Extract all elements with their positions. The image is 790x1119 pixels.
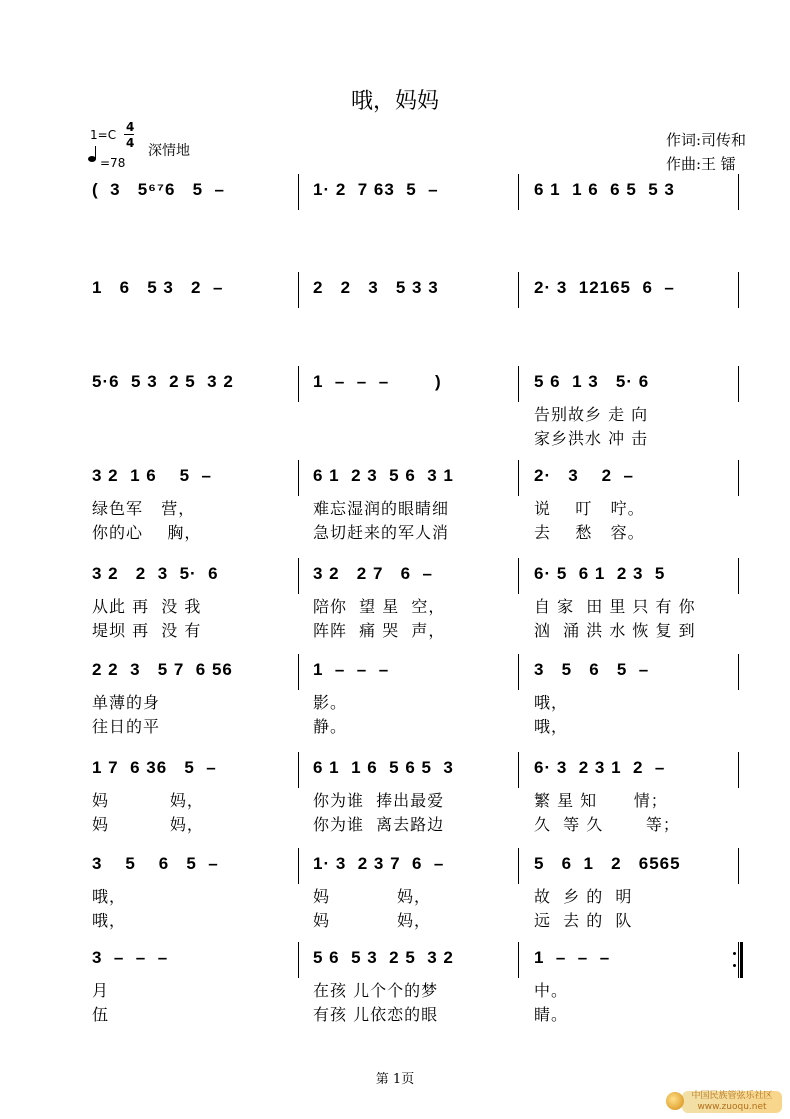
lyric-verse-1: 中。 xyxy=(534,981,569,1000)
measure-notes: 1 6 5 3 2 – xyxy=(92,278,224,297)
lyric-verse-2: 家乡洪水 冲 击 xyxy=(534,429,649,448)
measure-notes: 1· 2 7 63 5 – xyxy=(313,180,439,199)
lyric-verse-2: 急切赶来的军人消 xyxy=(313,523,450,542)
barline xyxy=(738,848,739,884)
page-number: 第 1页 xyxy=(375,1072,415,1087)
measure-notes: 1 – – – xyxy=(313,660,390,679)
barline xyxy=(518,942,519,978)
lyric-verse-1: 绿色军 营， xyxy=(92,499,196,518)
lyric-verse-1: 告别故乡 走 向 xyxy=(534,405,649,424)
measure-notes: 3 5 6 5 – xyxy=(534,660,650,679)
barline xyxy=(298,174,299,210)
barline xyxy=(518,366,519,402)
measure-notes: 6· 3 2 3 1 2 – xyxy=(534,758,666,777)
barline xyxy=(738,558,739,594)
watermark-line1: 中国民族管弦乐社区 xyxy=(691,1091,773,1101)
lyric-verse-1: 繁 星 知 情； xyxy=(534,791,668,810)
barline xyxy=(518,654,519,690)
measure-notes: ( 3 5⁶⁷6 5 – xyxy=(92,180,226,199)
lyric-verse-2: 妈 妈， xyxy=(92,815,204,834)
barline xyxy=(518,272,519,308)
time-signature-divider xyxy=(124,134,134,135)
quarter-note-stem xyxy=(95,146,96,159)
barline xyxy=(518,558,519,594)
key-signature: 1=C xyxy=(90,128,117,142)
lyric-verse-1: 从此 再 没 我 xyxy=(92,597,202,616)
measure-notes: 1· 3 2 3 7 6 – xyxy=(313,854,445,873)
barline xyxy=(738,752,739,788)
measure-notes: 5 6 1 2 6565 xyxy=(534,854,681,873)
barline xyxy=(738,366,739,402)
tempo-mark: =78 xyxy=(100,156,126,170)
page-title: 哦，妈妈 xyxy=(350,89,439,114)
barline xyxy=(518,848,519,884)
barline xyxy=(298,272,299,308)
repeat-dot xyxy=(733,952,736,955)
lyric-verse-2: 静。 xyxy=(313,717,348,736)
barline xyxy=(738,654,739,690)
lyric-verse-1: 哦， xyxy=(92,887,127,906)
barline xyxy=(298,558,299,594)
measure-notes: 3 – – – xyxy=(92,948,169,967)
lyric-verse-1: 难忘湿润的眼睛细 xyxy=(313,499,450,518)
measure-notes: 1 7 6 36 5 – xyxy=(92,758,217,777)
barline xyxy=(298,848,299,884)
lyric-verse-2: 你为谁 离去路边 xyxy=(313,815,445,834)
lyric-verse-2: 久 等 久 等； xyxy=(534,815,680,834)
lyric-verse-2: 伍 xyxy=(92,1005,110,1024)
time-signature-bottom: 4 xyxy=(126,136,135,150)
lyric-verse-1: 你为谁 捧出最爱 xyxy=(313,791,445,810)
measure-notes: 6 1 1 6 6 5 5 3 xyxy=(534,180,675,199)
measure-notes: 5·6 5 3 2 5 3 2 xyxy=(92,372,234,391)
watermark xyxy=(682,1091,782,1113)
barline xyxy=(298,752,299,788)
measure-notes: 3 5 6 5 – xyxy=(92,854,219,873)
repeat-dot xyxy=(733,964,736,967)
lyric-verse-1: 单薄的身 xyxy=(92,693,161,712)
measure-notes: 2· 3 12165 6 – xyxy=(534,278,675,297)
measure-notes: 3 2 2 3 5· 6 xyxy=(92,564,219,583)
lyric-verse-1: 自 家 田 里 只 有 你 xyxy=(534,597,696,616)
measure-notes: 5 6 1 3 5· 6 xyxy=(534,372,650,391)
measure-notes: 6 1 2 3 5 6 3 1 xyxy=(313,466,454,485)
measure-notes: 6 1 1 6 5 6 5 3 xyxy=(313,758,454,777)
lyric-verse-1: 哦， xyxy=(534,693,569,712)
measure-notes: 3 2 2 7 6 – xyxy=(313,564,433,583)
barline xyxy=(738,942,739,978)
lyric-verse-2: 哦， xyxy=(534,717,569,736)
measure-notes: 2 2 3 5 7 6 56 xyxy=(92,660,233,679)
measure-notes: 2· 3 2 – xyxy=(534,466,634,485)
composer: 作曲:王 镭 xyxy=(665,155,736,173)
lyric-verse-2: 汹 涌 洪 水 恢 复 到 xyxy=(534,621,696,640)
lyric-verse-2: 你的心 胸， xyxy=(92,523,202,542)
credits xyxy=(666,128,746,176)
barline xyxy=(518,460,519,496)
barline xyxy=(738,272,739,308)
lyricist: 作词:司传和 xyxy=(665,131,746,149)
lyric-verse-1: 妈 妈， xyxy=(92,791,204,810)
measure-notes: 2 2 3 5 3 3 xyxy=(313,278,439,297)
lyric-verse-2: 有孩 儿依恋的眼 xyxy=(313,1005,439,1024)
measure-notes: 1 – – – ) xyxy=(313,372,442,391)
barline xyxy=(298,366,299,402)
barline xyxy=(518,174,519,210)
barline xyxy=(518,752,519,788)
barline xyxy=(738,174,739,210)
final-barline xyxy=(740,942,743,978)
measure-notes: 6· 5 6 1 2 3 5 xyxy=(534,564,666,583)
lyric-verse-1: 故 乡 的 明 xyxy=(534,887,633,906)
lyric-verse-1: 说 叮 咛。 xyxy=(534,499,645,518)
lyric-verse-1: 妈 妈， xyxy=(313,887,431,906)
lyric-verse-2: 去 愁 容。 xyxy=(534,523,645,542)
lyric-verse-2: 哦， xyxy=(92,911,127,930)
expression-mark: 深情地 xyxy=(148,143,190,159)
lyric-verse-1: 在孩 儿个个的梦 xyxy=(313,981,439,1000)
watermark-logo-icon xyxy=(666,1092,684,1110)
watermark-line2: www.zuoqu.net xyxy=(697,1102,767,1112)
lyric-verse-1: 月 xyxy=(92,981,110,1000)
measure-notes: 3 2 1 6 5 – xyxy=(92,466,212,485)
lyric-verse-2: 阵阵 痛 哭 声， xyxy=(313,621,446,640)
barline xyxy=(738,460,739,496)
lyric-verse-2: 堤坝 再 没 有 xyxy=(92,621,202,640)
barline xyxy=(298,654,299,690)
lyric-verse-2: 远 去 的 队 xyxy=(534,911,633,930)
lyric-verse-2: 睛。 xyxy=(534,1005,569,1024)
barline xyxy=(298,942,299,978)
measure-notes: 5 6 5 3 2 5 3 2 xyxy=(313,948,454,967)
lyric-verse-1: 陪你 望 星 空， xyxy=(313,597,446,616)
time-signature-top: 4 xyxy=(126,120,135,134)
lyric-verse-1: 影。 xyxy=(313,693,348,712)
lyric-verse-2: 往日的平 xyxy=(92,717,161,736)
measure-notes: 1 – – – xyxy=(534,948,611,967)
barline xyxy=(298,460,299,496)
lyric-verse-2: 妈 妈， xyxy=(313,911,431,930)
